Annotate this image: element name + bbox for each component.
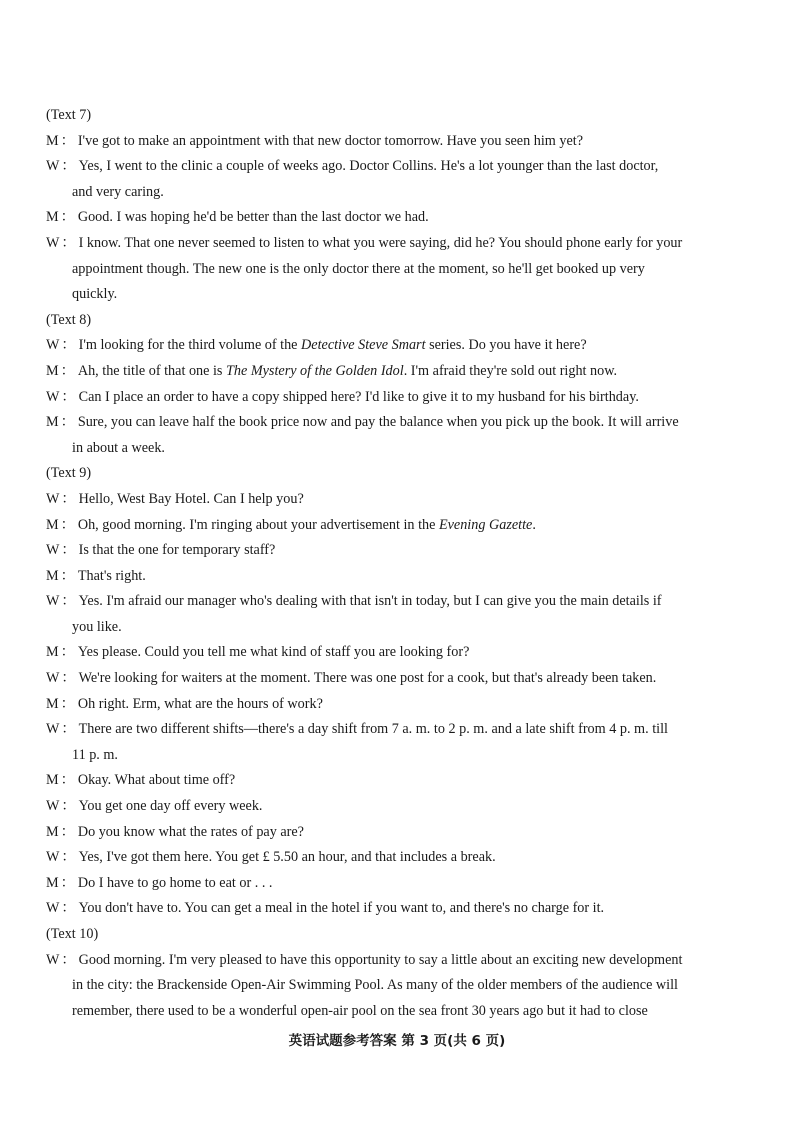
- dialogue-text: . I'm afraid they're sold out right now.: [403, 362, 618, 379]
- speaker-label: W: [46, 593, 60, 610]
- speaker-label: W: [46, 849, 60, 866]
- text-heading: (Text 9): [46, 465, 92, 482]
- speaker-separator: ：: [61, 388, 76, 405]
- dialogue-text: .: [532, 516, 536, 533]
- speaker-label: W: [46, 158, 60, 175]
- speaker-separator: ：: [60, 567, 75, 584]
- dialogue-text: Yes, I've got them here. You get £ 5.50 an hour, and that includes a break.: [78, 849, 496, 866]
- dialogue-line: [46, 564, 748, 590]
- dialogue-continuation: [46, 180, 748, 206]
- dialogue-line: [46, 692, 748, 718]
- dialogue-text: Yes, I went to the clinic a couple of weeks ago. Doctor Collins. He's a lot younger than the last doctor,: [78, 158, 659, 175]
- dialogue-text: series. Do you have it here?: [425, 337, 587, 354]
- speaker-separator: ：: [61, 849, 76, 866]
- dialogue-line: [46, 717, 748, 768]
- speaker-label: W: [46, 951, 60, 968]
- speaker-separator: ：: [61, 234, 76, 251]
- dialogue-text: You get one day off every week.: [78, 798, 263, 815]
- speaker-label: M: [46, 695, 59, 712]
- dialogue-line: [46, 385, 748, 411]
- speaker-separator: ：: [61, 951, 76, 968]
- speaker-separator: ：: [61, 900, 76, 917]
- speaker-separator: ：: [60, 414, 75, 431]
- speaker-label: W: [46, 721, 60, 738]
- speaker-separator: ：: [60, 209, 75, 226]
- dialogue-line: [46, 820, 748, 846]
- speaker-separator: ：: [61, 158, 76, 175]
- speaker-label: W: [46, 388, 60, 405]
- dialogue-line: [46, 410, 748, 461]
- speaker-label: M: [46, 567, 59, 584]
- dialogue-text: Ah, the title of that one is: [77, 362, 226, 379]
- dialogue-text: There are two different shifts—there's a day shift from 7 a. m. to 2 p. m. and a late shift from 4 p. m. till: [78, 721, 668, 738]
- dialogue-text: I've got to make an appointment with that new doctor tomorrow. Have you seen him yet?: [77, 132, 583, 149]
- dialogue-text: you like.: [72, 618, 122, 635]
- dialogue-line: [46, 948, 748, 1025]
- dialogue-text: Do you know what the rates of pay are?: [77, 823, 304, 840]
- speaker-label: W: [46, 490, 60, 507]
- speaker-label: W: [46, 337, 60, 354]
- dialogue-line: [46, 333, 748, 359]
- text-heading: (Text 8): [46, 311, 92, 328]
- speaker-separator: ：: [60, 362, 75, 379]
- dialogue-text: Oh, good morning. I'm ringing about your advertisement in the: [77, 516, 439, 533]
- speaker-separator: ：: [60, 772, 75, 789]
- dialogue-text: I'm looking for the third volume of the: [78, 337, 302, 354]
- italic-title: The Mystery of the Golden Idol: [225, 362, 404, 379]
- dialogue-text: You don't have to. You can get a meal in the hotel if you want to, and there's no charge for it.: [78, 900, 605, 917]
- text-heading: (Text 10): [46, 926, 99, 942]
- speaker-separator: ：: [60, 516, 75, 533]
- dialogue-text: remember, there used to be a wonderful open-air pool on the sea front 30 years ago but it had to close: [72, 1002, 648, 1019]
- dialogue-line: [46, 205, 748, 231]
- dialogue-line: [46, 154, 748, 205]
- dialogue-text: Okay. What about time off?: [77, 772, 236, 789]
- speaker-label: W: [46, 542, 60, 559]
- dialogue-line: [46, 871, 748, 897]
- speaker-label: M: [46, 132, 59, 149]
- speaker-separator: ：: [61, 670, 76, 687]
- speaker-label: W: [46, 234, 60, 251]
- dialogue-text: Yes. I'm afraid our manager who's dealing with that isn't in today, but I can give you the main details if: [78, 593, 662, 610]
- dialogue-text: Good. I was hoping he'd be better than the last doctor we had.: [77, 209, 429, 226]
- dialogue-continuation: [46, 999, 748, 1025]
- dialogue-continuation: [46, 973, 748, 999]
- speaker-label: W: [46, 670, 60, 687]
- dialogue-continuation: [46, 436, 748, 462]
- dialogue-text: 11 p. m.: [72, 746, 118, 763]
- dialogue-line: [46, 129, 748, 155]
- text-heading: (Text 7): [46, 107, 92, 123]
- dialogue-line: [46, 589, 748, 640]
- dialogue-text: quickly.: [72, 286, 118, 303]
- dialogue-text: Yes please. Could you tell me what kind of staff you are looking for?: [77, 644, 470, 661]
- italic-title: Evening Gazette: [438, 516, 533, 533]
- speaker-separator: ：: [61, 337, 76, 354]
- speaker-label: M: [46, 362, 59, 379]
- speaker-label: M: [46, 772, 59, 789]
- transcript-body: [46, 103, 748, 1024]
- speaker-label: M: [46, 823, 59, 840]
- dialogue-text: Can I place an order to have a copy shipped here? I'd like to give it to my husband for his birthday.: [78, 388, 639, 405]
- speaker-separator: ：: [60, 874, 75, 891]
- dialogue-text: appointment though. The new one is the only doctor there at the moment, so he'll get booked up very: [72, 260, 645, 277]
- speaker-label: M: [46, 874, 59, 891]
- dialogue-line: [46, 896, 748, 922]
- dialogue-line: [46, 513, 748, 539]
- dialogue-continuation: [46, 282, 748, 308]
- dialogue-line: [46, 538, 748, 564]
- speaker-separator: ：: [61, 798, 76, 815]
- dialogue-continuation: [46, 257, 748, 283]
- dialogue-line: [46, 640, 748, 666]
- dialogue-text: Sure, you can leave half the book price now and pay the balance when you pick up the book. It will arrive: [77, 414, 679, 431]
- dialogue-text: Hello, West Bay Hotel. Can I help you?: [78, 490, 304, 507]
- speaker-label: M: [46, 209, 59, 226]
- speaker-label: M: [46, 516, 59, 533]
- speaker-label: M: [46, 644, 59, 661]
- dialogue-text: That's right.: [77, 567, 146, 584]
- dialogue-line: [46, 231, 748, 308]
- speaker-label: W: [46, 798, 60, 815]
- dialogue-line: [46, 359, 748, 385]
- dialogue-line: [46, 794, 748, 820]
- speaker-separator: ：: [61, 593, 76, 610]
- speaker-separator: ：: [60, 132, 75, 149]
- speaker-separator: ：: [60, 644, 75, 661]
- italic-title: Detective Steve Smart: [301, 337, 426, 354]
- page-footer: 英语试题参考答案 第 3 页(共 6 页): [288, 1033, 506, 1049]
- speaker-separator: ：: [61, 542, 76, 559]
- dialogue-text: in about a week.: [72, 439, 165, 456]
- dialogue-line: [46, 487, 748, 513]
- speaker-separator: ：: [61, 490, 76, 507]
- dialogue-text: I know. That one never seemed to listen to what you were saying, did he? You should phone early for your: [78, 234, 683, 251]
- dialogue-line: [46, 768, 748, 794]
- speaker-separator: ：: [60, 823, 75, 840]
- dialogue-text: Is that the one for temporary staff?: [78, 542, 276, 559]
- speaker-label: W: [46, 900, 60, 917]
- speaker-separator: ：: [60, 695, 75, 712]
- dialogue-text: Good morning. I'm very pleased to have this opportunity to say a little about an exciting new development: [78, 951, 683, 968]
- speaker-label: M: [46, 414, 59, 431]
- dialogue-text: Do I have to go home to eat or . . .: [77, 874, 273, 891]
- speaker-separator: ：: [61, 721, 76, 738]
- dialogue-continuation: [46, 743, 748, 769]
- dialogue-text: in the city: the Brackenside Open-Air Swimming Pool. As many of the older members of the audience will: [72, 977, 678, 994]
- dialogue-line: [46, 666, 748, 692]
- dialogue-text: We're looking for waiters at the moment. There was one post for a cook, but that's already been taken.: [78, 670, 657, 687]
- dialogue-continuation: [46, 615, 748, 641]
- dialogue-text: and very caring.: [72, 183, 164, 200]
- dialogue-text: Oh right. Erm, what are the hours of work?: [77, 695, 323, 712]
- dialogue-line: [46, 845, 748, 871]
